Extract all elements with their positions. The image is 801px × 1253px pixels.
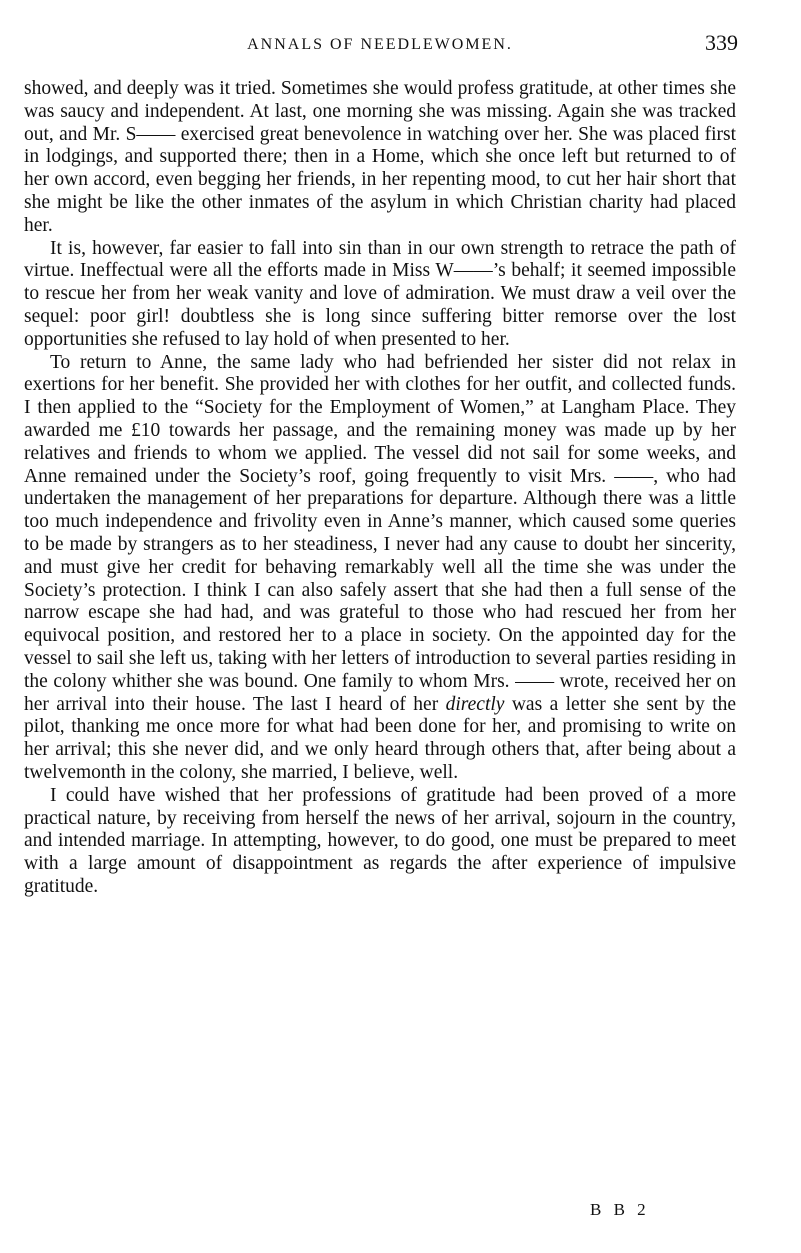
paragraph-4: I could have wished that her professions of gratitude had been proved of a more practical nature, by receiving from herself the news of her arrival, sojourn in the country, and intended marriage. In attempting, however, to do good, one must be prepared to meet with a large amount of disappointment as regards the after experience of impulsive gratitude. <box>24 784 736 897</box>
paragraph-1: showed, and deeply was it tried. Sometimes she would profess gratitude, at other times she was saucy and independent. At last, one morning she was missing. Again she was tracked out, and Mr. S—— exercised great benevolence in watching over her. She was placed first in lodgings, and supported there; then in a Home, which she once left but returned to of her own accord, even begging her friends, in her repenting mood, to cut her hair short that she might be like the other inmates of the asylum in which Christian charity had placed her. <box>24 78 736 236</box>
body-text <box>24 78 736 899</box>
page-number: 339 <box>705 30 738 55</box>
paragraph-3-part-1: To return to Anne, the same lady who had befriended her sister did not relax in exertions for her benefit. She provided her with clothes for her outfit, and collected funds. I then applied to the “Society for the Employment of Women,” at Langham Place. They awarded me £10 towards her passage, and the remaining money was made up by her relatives and friends to whom we applied. The vessel did not sail for some weeks, and Anne remained under the Society’s roof, going frequently to visit Mrs. ——, who had undertaken the management of her preparations for departure. Although there was a little too much independence and frivolity even in Anne’s manner, which caused some queries to be made by strangers as to her steadiness, I never had any cause to doubt her sincerity, and must give her credit for behaving remarkably well all the time she was under the Society’s protection. I think I can also safely assert that she had then a full sense of the narrow escape she had had, and was grateful to those who had rescued her from her equivocal position, and restored her to a place in society. On the appointed day for the vessel to sail she left us, taking with her letters of introduction to several parties residing in the colony whither she was bound. One family to whom Mrs. —— wrote, received her on her arrival into their house. The last I heard of her <box>24 351 736 715</box>
paragraph-3-part-2: was a letter she sent by the pilot, thanking me once more for what had been done for her, and promising to write on her arrival; this she never did, and we only heard through others that, after being about a twelvemonth in the colony, she married, I believe, well. <box>24 693 737 783</box>
running-title: ANNALS OF NEEDLEWOMEN. <box>247 36 513 53</box>
running-head <box>24 30 736 66</box>
book-page <box>24 30 736 899</box>
emphasized-word: directly <box>445 693 505 715</box>
signature-mark: B B 2 <box>590 1200 650 1219</box>
paragraph-3 <box>24 352 736 785</box>
paragraph-2: It is, however, far easier to fall into sin than in our own strength to retrace the path of virtue. Ineffectual were all the efforts made in Miss W——’s behalf; it seemed impossible to rescue her from her weak vanity and love of admiration. We must draw a veil over the sequel: poor girl! doubtless she is long since suffering bitter remorse over the lost opportunities she refused to lay hold of when presented to her. <box>24 237 736 350</box>
